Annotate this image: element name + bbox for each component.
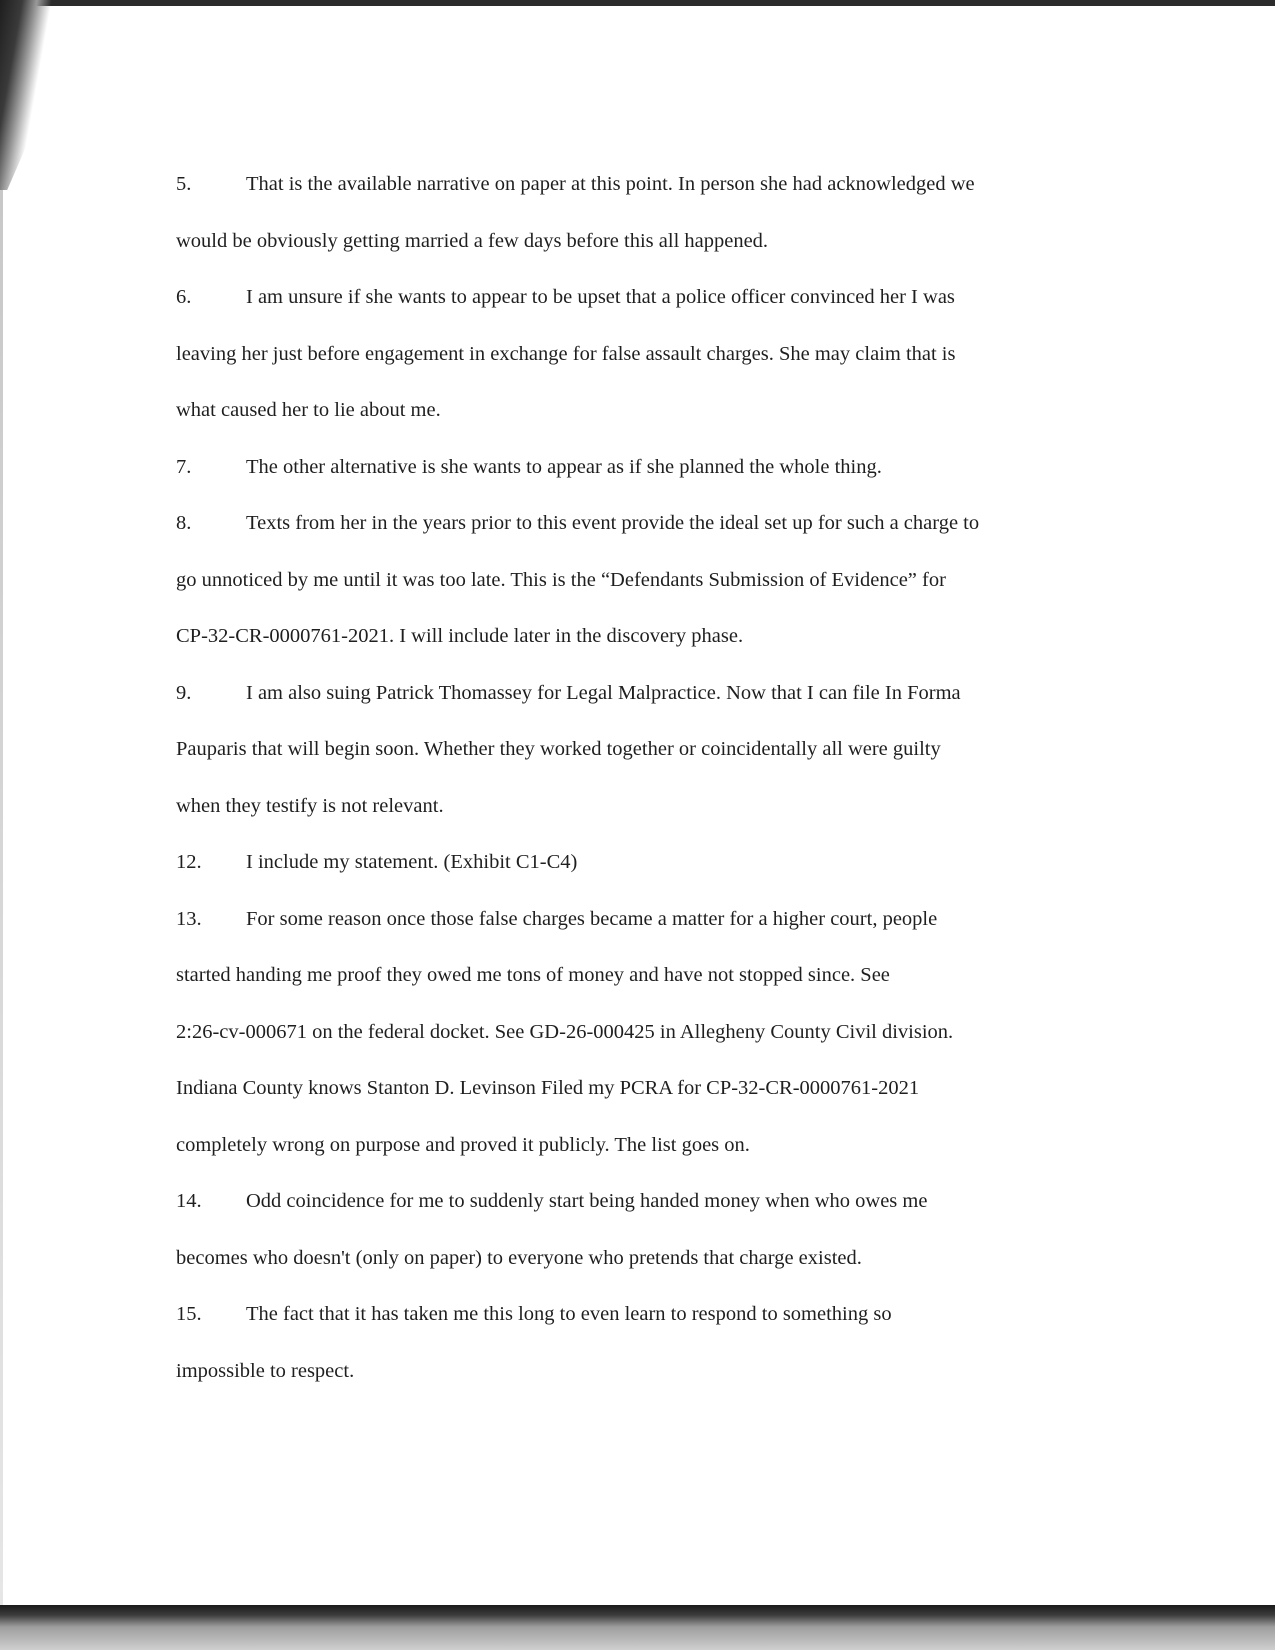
text-line bbox=[176, 1004, 1096, 1061]
text-line bbox=[176, 778, 1096, 835]
paragraph-number: 5. bbox=[176, 173, 192, 195]
paragraph-text: I include my statement. (Exhibit C1-C4) bbox=[246, 851, 578, 873]
text-line bbox=[176, 1173, 1096, 1230]
paragraph-text: 2:26-cv-000671 on the federal docket. See GD-26-000425 in Allegheny County Civil division. bbox=[176, 1020, 954, 1043]
paragraph-6 bbox=[176, 269, 1096, 439]
paragraph-5 bbox=[176, 156, 1096, 269]
text-line bbox=[176, 382, 1096, 439]
paragraph-number: 13. bbox=[176, 907, 202, 930]
text-line bbox=[176, 213, 1096, 270]
paragraph-text: Pauparis that will begin soon. Whether they worked together or coincidentally all were guilty bbox=[176, 738, 941, 760]
paragraph-text: For some reason once those false charges became a matter for a higher court, people bbox=[246, 907, 938, 930]
paragraph-8 bbox=[176, 495, 1096, 665]
scan-left-edge bbox=[0, 190, 3, 1610]
text-line bbox=[176, 721, 1096, 778]
paragraph-number: 12. bbox=[176, 851, 202, 873]
paragraph-text: leaving her just before engagement in exchange for false assault charges. She may claim that is bbox=[176, 342, 956, 365]
paragraph-text: The other alternative is she wants to appear as if she planned the whole thing. bbox=[246, 455, 882, 478]
paragraph-text: what caused her to lie about me. bbox=[176, 399, 441, 421]
paragraph-text: I am unsure if she wants to appear to be upset that a police officer convinced her I was bbox=[246, 286, 955, 308]
paragraph-12 bbox=[176, 834, 1096, 891]
paragraph-text: The fact that it has taken me this long to even learn to respond to something so bbox=[246, 1303, 892, 1325]
paragraph-7 bbox=[176, 439, 1096, 496]
document-body bbox=[176, 156, 1096, 1399]
paragraph-number: 6. bbox=[176, 286, 192, 308]
text-line bbox=[176, 1117, 1096, 1174]
paragraph-14 bbox=[176, 1173, 1096, 1286]
paragraph-text: go unnoticed by me until it was too late. This is the “Defendants Submission of Evidence” for bbox=[176, 568, 946, 591]
paragraph-text: completely wrong on purpose and proved it publicly. The list goes on. bbox=[176, 1133, 750, 1156]
text-line bbox=[176, 326, 1096, 383]
paragraph-text: Texts from her in the years prior to this event provide the ideal set up for such a charge to bbox=[246, 512, 980, 534]
paragraph-text: started handing me proof they owed me tons of money and have not stopped since. See bbox=[176, 964, 890, 986]
paragraph-text: I am also suing Patrick Thomassey for Legal Malpractice. Now that I can file In Forma bbox=[246, 681, 961, 704]
paragraph-number: 7. bbox=[176, 455, 192, 478]
text-line bbox=[176, 552, 1096, 609]
paragraph-number: 14. bbox=[176, 1190, 202, 1212]
text-line bbox=[176, 1343, 1096, 1400]
scan-corner-shadow bbox=[0, 0, 90, 190]
paragraph-text: Odd coincidence for me to suddenly start being handed money when who owes me bbox=[246, 1190, 928, 1212]
paragraph-text: CP-32-CR-0000761-2021. I will include later in the discovery phase. bbox=[176, 625, 744, 647]
text-line bbox=[176, 608, 1096, 665]
text-line bbox=[176, 665, 1096, 722]
text-line bbox=[176, 834, 1096, 891]
paragraph-13 bbox=[176, 891, 1096, 1174]
paragraph-number: 15. bbox=[176, 1303, 202, 1325]
paragraph-text: would be obviously getting married a few days before this all happened. bbox=[176, 229, 769, 252]
paragraph-text: impossible to respect. bbox=[176, 1359, 355, 1382]
paragraph-15 bbox=[176, 1286, 1096, 1399]
scan-bottom-edge bbox=[0, 1605, 1275, 1650]
text-line bbox=[176, 891, 1096, 948]
text-line bbox=[176, 1286, 1096, 1343]
scan-top-edge bbox=[0, 0, 1275, 6]
text-line bbox=[176, 1230, 1096, 1287]
paragraph-text: That is the available narrative on paper at this point. In person she had acknowledged we bbox=[246, 173, 975, 195]
text-line bbox=[176, 495, 1096, 552]
paragraph-number: 8. bbox=[176, 512, 192, 534]
paragraph-text: Indiana County knows Stanton D. Levinson Filed my PCRA for CP-32-CR-0000761-2021 bbox=[176, 1077, 920, 1099]
paragraph-number: 9. bbox=[176, 681, 192, 704]
paragraph-text: becomes who doesn't (only on paper) to everyone who pretends that charge existed. bbox=[176, 1246, 862, 1269]
paragraph-text: when they testify is not relevant. bbox=[176, 794, 444, 817]
text-line bbox=[176, 156, 1096, 213]
text-line bbox=[176, 947, 1096, 1004]
text-line bbox=[176, 269, 1096, 326]
text-line bbox=[176, 439, 1096, 496]
text-line bbox=[176, 1060, 1096, 1117]
paragraph-9 bbox=[176, 665, 1096, 835]
